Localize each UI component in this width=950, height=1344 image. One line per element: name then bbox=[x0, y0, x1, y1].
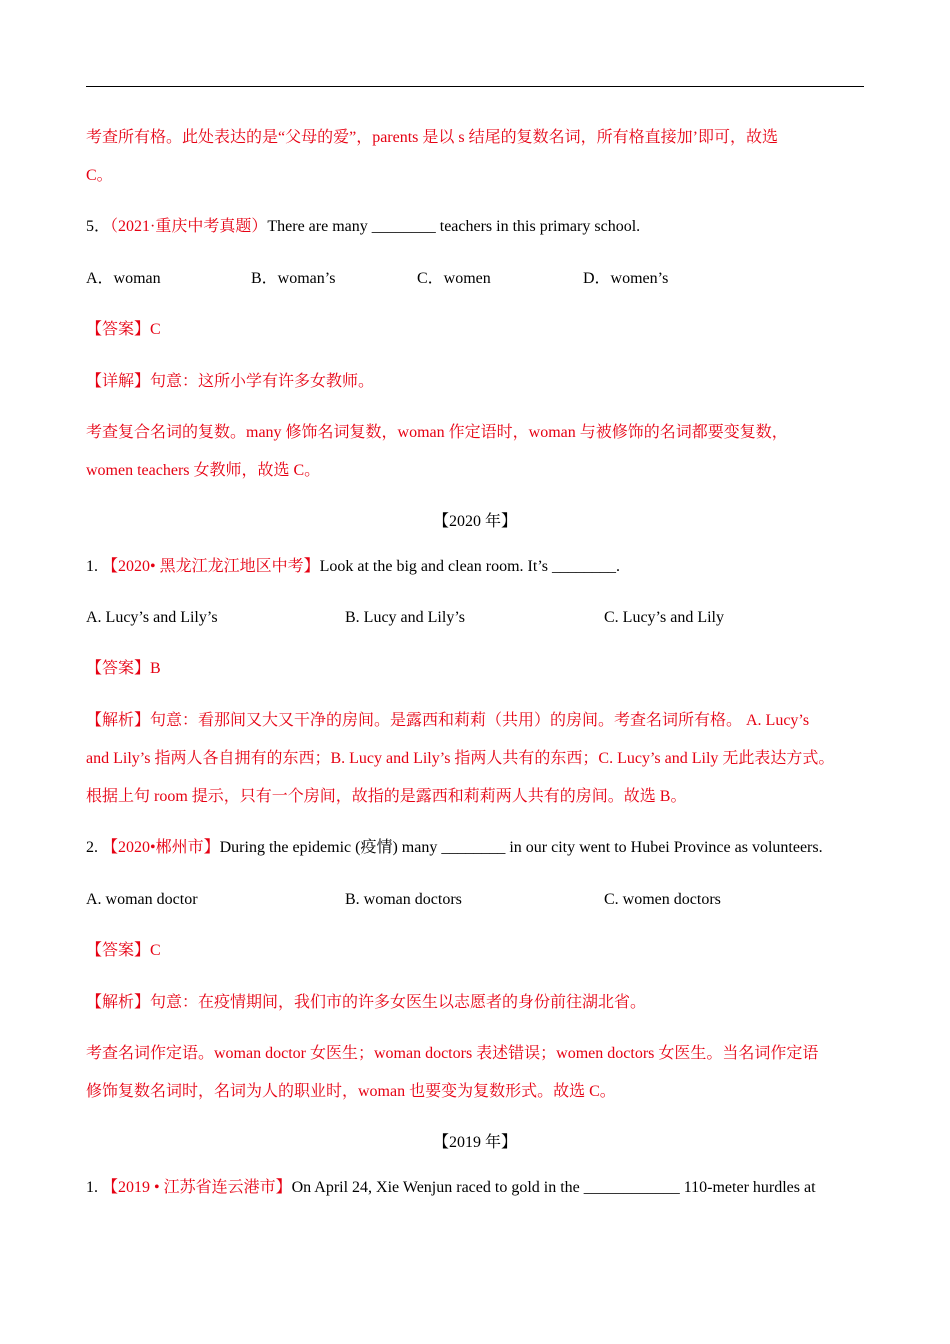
question-number: 5． bbox=[86, 218, 111, 235]
explanation-line1: 考查复合名词的复数。many 修饰名词复数，woman 作定语时，woman 与被修饰的名词都要变复数， bbox=[86, 424, 788, 441]
question-2020-2 bbox=[86, 838, 823, 858]
option-d: D．women’s bbox=[583, 270, 669, 287]
option-c: C．women bbox=[417, 270, 491, 287]
question-5 bbox=[86, 217, 640, 237]
explanation-line2: women teachers 女教师，故选 C。 bbox=[86, 462, 321, 479]
analysis-line1: 【解析】句意：看那间又大又干净的房间。是露西和莉莉（共用）的房间。考查名词所有格。 A. Lucy’s bbox=[86, 712, 810, 729]
question-number: 1. bbox=[86, 558, 102, 575]
prev-explanation-line2: C。 bbox=[86, 167, 113, 184]
question-source: （2021·重庆中考真题） bbox=[110, 218, 268, 235]
question-source: 【2020• 黑龙江龙江地区中考】 bbox=[102, 558, 320, 575]
option-a: A. woman doctor bbox=[86, 891, 198, 908]
question-2019-1 bbox=[86, 1178, 816, 1198]
answer: 【答案】C bbox=[86, 321, 161, 338]
question-stem: During the epidemic (疫情) many ________ in our city went to Hubei Province as volunteers. bbox=[219, 839, 823, 856]
question-2020-1 bbox=[86, 557, 620, 577]
question-stem: Look at the big and clean room. It’s ________. bbox=[319, 558, 620, 575]
analysis-line2: 考查名词作定语。woman doctor 女医生；woman doctors 表述错误；women doctors 女医生。当名词作定语 bbox=[86, 1045, 819, 1062]
answer: 【答案】C bbox=[86, 942, 161, 959]
question-number: 1. bbox=[86, 1179, 102, 1196]
option-b: B. Lucy and Lily’s bbox=[345, 609, 465, 626]
prev-explanation-line1: 考查所有格。此处表达的是“父母的爱”，parents 是以 s 结尾的复数名词，所有格直接加’即可，故选 bbox=[86, 129, 778, 146]
year-heading-2019: 【2019 年】 bbox=[432, 1134, 517, 1151]
analysis-line2: and Lily’s 指两人各自拥有的东西；B. Lucy and Lily’s 指两人共有的东西；C. Lucy’s and Lily 无此表达方式。 bbox=[86, 750, 835, 767]
analysis-line1: 【解析】句意：在疫情期间，我们市的许多女医生以志愿者的身份前往湖北省。 bbox=[86, 994, 647, 1011]
question-source: 【2020•郴州市】 bbox=[102, 839, 220, 856]
option-a: A．woman bbox=[86, 270, 161, 287]
year-heading-2020: 【2020 年】 bbox=[432, 513, 517, 530]
option-c: C. Lucy’s and Lily bbox=[604, 609, 724, 626]
header-rule bbox=[86, 86, 864, 87]
option-b: B. woman doctors bbox=[345, 891, 462, 908]
question-number: 2. bbox=[86, 839, 102, 856]
option-c: C. women doctors bbox=[604, 891, 721, 908]
answer: 【答案】B bbox=[86, 660, 161, 677]
detail: 【详解】句意：这所小学有许多女教师。 bbox=[86, 373, 375, 390]
option-a: A. Lucy’s and Lily’s bbox=[86, 609, 218, 626]
analysis-line3: 修饰复数名词时，名词为人的职业时，woman 也要变为复数形式。故选 C。 bbox=[86, 1083, 616, 1100]
question-source: 【2019 • 江苏省连云港市】 bbox=[102, 1179, 292, 1196]
analysis-line3: 根据上句 room 提示，只有一个房间，故指的是露西和莉莉两人共有的房间。故选 B。 bbox=[86, 788, 687, 805]
question-stem: On April 24, Xie Wenjun raced to gold in the ____________ 110-meter hurdles at bbox=[291, 1179, 816, 1196]
question-stem: There are many ________ teachers in this primary school. bbox=[267, 218, 641, 235]
option-b: B．woman’s bbox=[251, 270, 336, 287]
